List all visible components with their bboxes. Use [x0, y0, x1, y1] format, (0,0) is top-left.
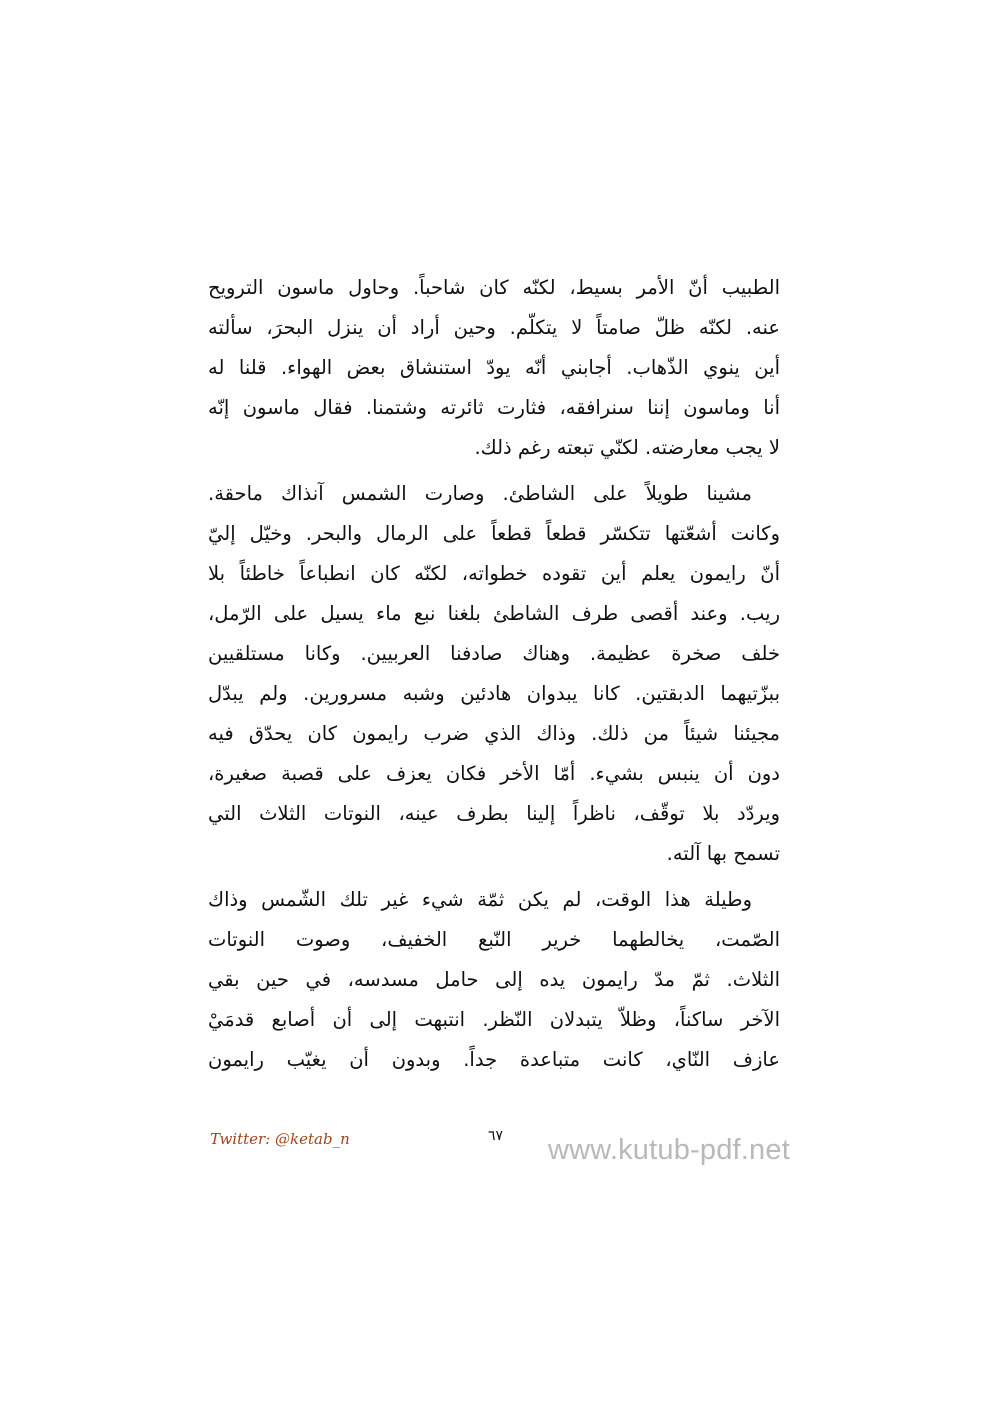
text-line: ويردّد بلا توقّف، ناظراً إلينا بطرف عينه، النوتات الثلاث التي	[208, 802, 780, 825]
text-line: لا يجب معارضته. لكنّي تبعته رغم ذلك.	[474, 436, 780, 459]
paragraph-1	[208, 268, 780, 468]
page-number: ٦٧	[488, 1128, 504, 1144]
text-line: أنا وماسون إننا سنرافقه، فثارت ثائرته وشتمنا. فقال ماسون إنّه	[208, 396, 780, 419]
text-line: أنّ رايمون يعلم أين تقوده خطواته، لكنّه كان انطباعاً خاطئاً بلا	[208, 562, 780, 585]
text-line: ريب. وعند أقصى طرف الشاطئ بلغنا نبع ماء يسيل على الرّمل،	[208, 602, 780, 625]
text-line: وكانت أشعّتها تتكسّر قطعاً قطعاً على الرمال والبحر. وخيّل إليّ	[208, 522, 780, 545]
text-line: خلف صخرة عظيمة. وهناك صادفنا العربيين. وكانا مستلقيين	[208, 642, 780, 665]
paragraph-2	[208, 474, 780, 874]
text-line: الصّمت، يخالطهما خرير النّبع الخفيف، وصوت النوتات	[208, 928, 780, 951]
text-line: الثلاث. ثمّ مدّ رايمون يده إلى حامل مسدسه، في حين بقي	[208, 968, 780, 991]
text-line: الآخر ساكناً، وظلاّ يتبدلان النّظر. انتبهت إلى أن أصابع قدمَيْ	[208, 1008, 780, 1031]
text-line: عازف النّاي، كانت متباعدة جداً. وبدون أن يغيّب رايمون	[208, 1048, 780, 1071]
text-line: وطيلة هذا الوقت، لم يكن ثمّة شيء غير تلك الشّمس وذاك	[208, 888, 752, 911]
paragraph-3	[208, 880, 780, 1080]
watermark: www.kutub-pdf.net	[548, 1134, 790, 1166]
body-text	[208, 268, 780, 1086]
text-line: ببزّتيهما الدبقتين. كانا يبدوان هادئين وشبه مسرورين. ولم يبدّل	[208, 682, 780, 705]
twitter-handle: Twitter: @ketab_n	[210, 1130, 350, 1148]
text-line: مشينا طويلاً على الشاطئ. وصارت الشمس آنذاك ماحقة.	[208, 482, 752, 505]
text-line: دون أن ينبس بشيء. أمّا الأخر فكان يعزف على قصبة صغيرة،	[208, 762, 780, 785]
text-line: عنه. لكنّه ظلّ صامتاً لا يتكلّم. وحين أراد أن ينزل البحرَ، سألته	[208, 316, 780, 339]
text-line: مجيئنا شيئاً من ذلك. وذاك الذي ضرب رايمون كان يحدّق فيه	[208, 722, 780, 745]
text-line: الطبيب أنّ الأمر بسيط، لكنّه كان شاحباً. وحاول ماسون الترويح	[208, 276, 780, 299]
text-line: أين ينوي الذّهاب. أجابني أنّه يودّ استنشاق بعض الهواء. قلنا له	[208, 356, 780, 379]
text-line: تسمح بها آلته.	[666, 842, 780, 865]
